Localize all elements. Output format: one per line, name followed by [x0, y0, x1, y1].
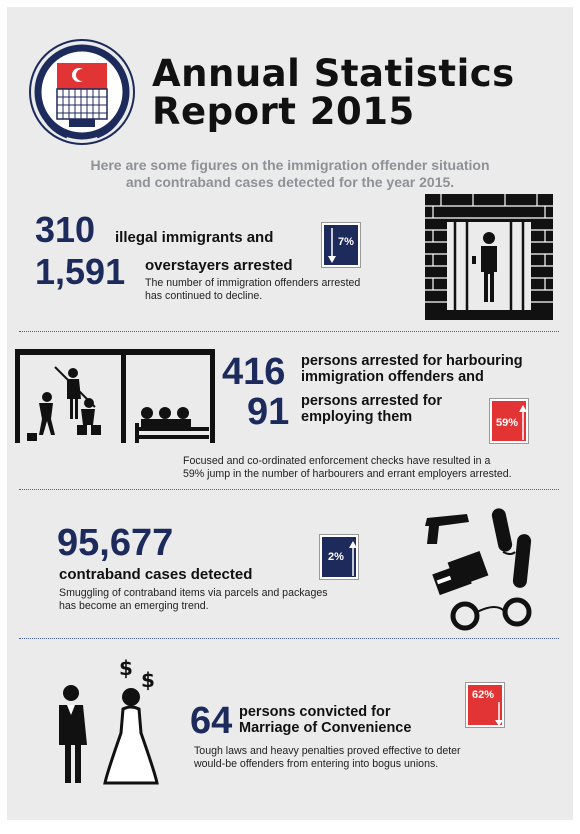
- arrow-down-icon: [327, 228, 337, 264]
- section1-note: The number of immigration offenders arrested has continued to decline.: [145, 277, 361, 302]
- infographic-page: [7, 7, 573, 820]
- decline-62-badge: 62%: [466, 683, 504, 727]
- harbourers-count: 416: [222, 351, 286, 393]
- increase-2-badge: 2%: [320, 535, 358, 579]
- section4-note: Tough laws and heavy penalties proved effective to deter would-be offenders from entering into bogus unions.: [194, 745, 461, 770]
- contraband-label: contraband cases detected: [59, 566, 253, 583]
- workers-shelter-icon: [15, 347, 215, 445]
- section3-note: Smuggling of contraband items via parcels and packages has become an emerging trend.: [59, 587, 328, 612]
- page-subtitle: Here are some figures on the immigration offender situation and contraband cases detected for the year 2015.: [90, 157, 490, 190]
- prison-cell-icon: [425, 194, 553, 320]
- illegal-immigrants-label: illegal immigrants and: [115, 229, 274, 246]
- svg-text:$: $: [141, 668, 155, 692]
- decline-7-badge: 7%: [322, 223, 360, 267]
- section2-note: Focused and co-ordinated enforcement checks have resulted in a 59% jump in the number of harbourers and errant employers arrested.: [183, 455, 512, 480]
- overstayers-label: overstayers arrested: [145, 257, 293, 274]
- increase-59-badge: 59%: [490, 399, 528, 443]
- weapons-contraband-icon: [421, 504, 559, 634]
- contraband-count: 95,677: [57, 522, 174, 564]
- divider: [19, 489, 559, 490]
- svg-text:$: $: [119, 656, 133, 680]
- couple-dollar-icon: [47, 655, 167, 787]
- divider: [19, 331, 559, 332]
- employers-label: persons arrested for employing them: [301, 393, 443, 425]
- divider: [19, 638, 559, 639]
- illegal-immigrants-count: 310: [35, 209, 96, 250]
- employers-count: 91: [247, 391, 290, 433]
- page-title: Annual Statistics Report 2015: [152, 52, 515, 133]
- overstayers-count: 1,591: [35, 251, 126, 292]
- ica-crest-logo: [27, 37, 137, 147]
- convictions-label: persons convicted for Marriage of Convenience: [239, 704, 412, 736]
- harbourers-label: persons arrested for harbouring immigration offenders and: [301, 353, 523, 385]
- convictions-count: 64: [190, 700, 233, 742]
